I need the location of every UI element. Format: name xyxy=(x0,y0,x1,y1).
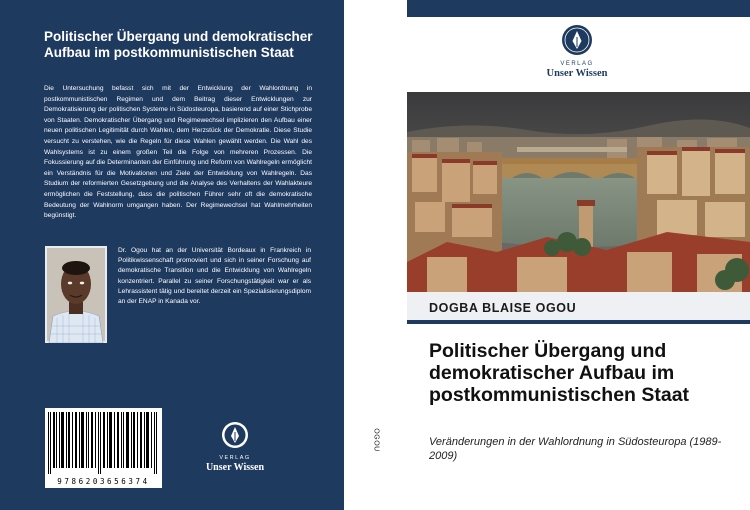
author-photo xyxy=(45,246,107,343)
front-publisher-name: Unser Wissen xyxy=(546,68,608,79)
back-publisher-logo xyxy=(200,420,270,473)
back-publisher-name: Unser Wissen xyxy=(205,462,265,473)
front-author-name: DOGBA BLAISE OGOU xyxy=(429,301,577,315)
front-publisher-logo xyxy=(527,24,627,79)
back-cover-title: Politischer Übergang und demokratischer Aufbau im postkommunistischen Staat xyxy=(44,29,313,60)
publisher-emblem-icon xyxy=(561,24,593,56)
author-bio: Dr. Ogou hat an der Universität Bordeaux in Frankreich in Politikwissenschaft promoviert und sich in seiner Forschung auf demokratische Transition und die Entwicklung von Wahlregeln konzentriert. Parallel zu seiner Forschungstätigkeit war er als Lehrassistent tätig und bereitet derzeit ein Spezialisierungsdiplom an der ENAP in Kanada vor. xyxy=(118,247,311,306)
front-cover-subtitle: Veränderungen in der Wahlordnung in Südosteuropa (1989-2009) xyxy=(429,436,722,462)
front-publisher-verlag: VERLAG xyxy=(560,61,594,67)
isbn-number: 9786203656374 xyxy=(57,477,150,486)
front-top-band xyxy=(407,0,750,17)
back-cover xyxy=(0,0,344,510)
front-cover-title: Politischer Übergang und demokratischer Aufbau im postkommunistischen Staat xyxy=(429,340,690,406)
front-cover xyxy=(407,0,750,510)
publisher-emblem-icon xyxy=(220,420,250,450)
isbn-barcode xyxy=(45,408,162,488)
front-author-band xyxy=(407,292,750,324)
back-cover-blurb: Die Untersuchung befasst sich mit der Entwicklung der Wahlordnung in postkommunistischen Regimen und dem Beitrag dieser Entwicklungen zur Demokratisierung der politischen Systeme in Südosteuropa, basierend auf einer Stichprobe von Staaten. Demokratischer Übergang und Regimewechsel implizieren den Aufbau einer neuen politischen Legitimität durch Wahlen, dem Herzstück der Demokratie. Diese Studie versucht zu verstehen, wie die Regeln für diese Wahlen gewählt werden. Die Wahl des Wahlsystems ist zu einem großen Teil die Folge von mehreren Prozessen. Die Fokussierung auf die Determinanten der Einführung und Reform von Wahlregeln ermöglicht ein Verständnis für die Motivationen und Ziele der Entwicklung von Wahlregeln. Das Studium der reformierten Gesetzgebung und die Analyse des Verhaltens der Wahlakteure ermöglichen die Feststellung, dass die politischen Führer sehr oft die demokratische Bedeutung der Wahlnorm umgangen haben. Der Regimewechsel hat Wahlmehrheiten begünstigt. xyxy=(44,85,312,220)
cover-photo-florence xyxy=(407,92,750,292)
back-publisher-verlag: VERLAG xyxy=(219,455,251,461)
spine-author: OGOU xyxy=(372,428,380,452)
